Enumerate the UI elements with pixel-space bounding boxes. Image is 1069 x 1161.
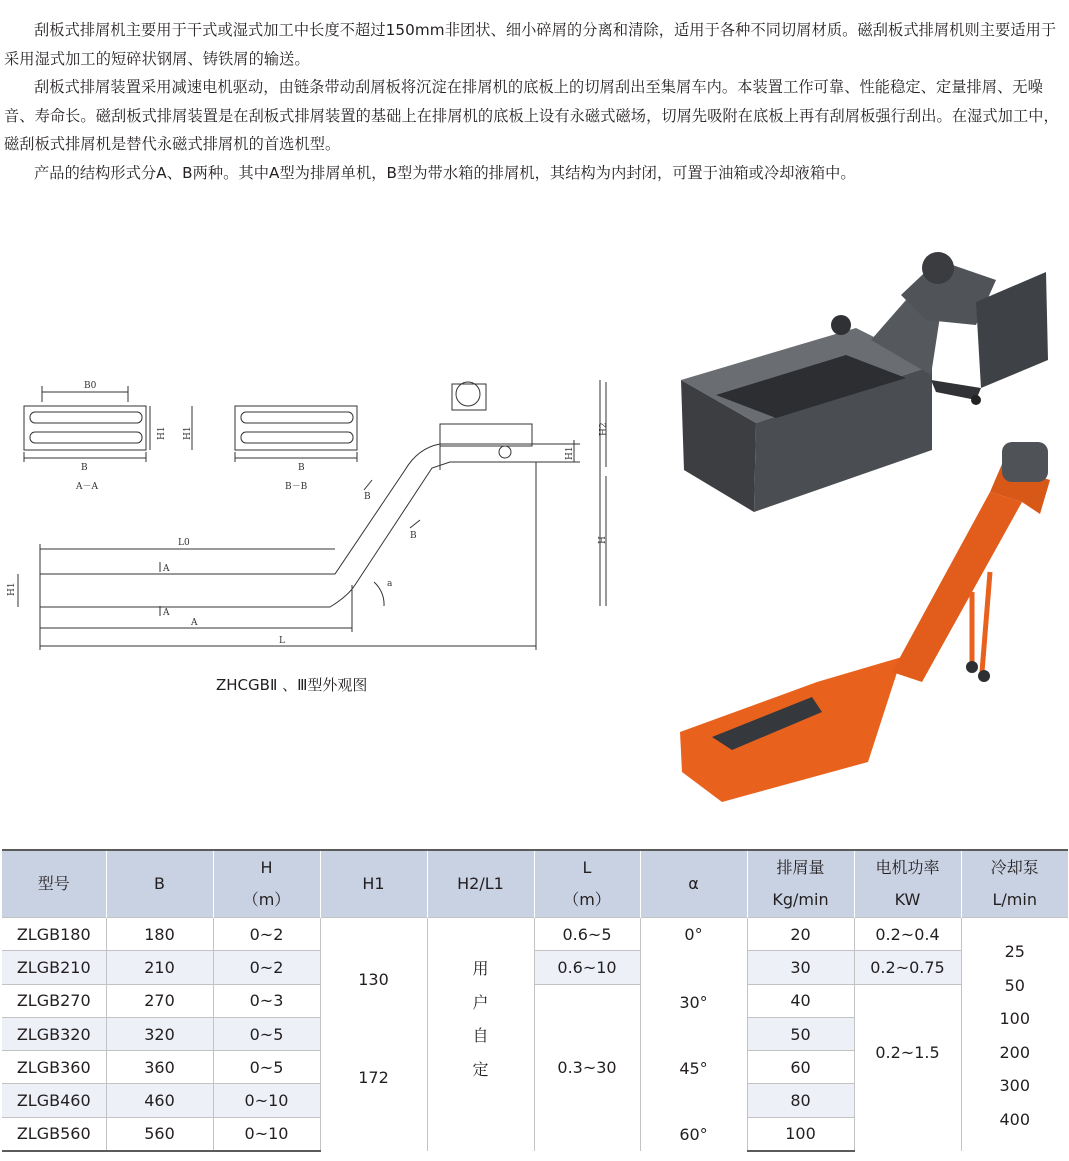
header-h1: H1 — [320, 850, 427, 918]
label-h1-bb: H1 — [183, 426, 193, 440]
intro-text — [4, 16, 1066, 187]
cell-alpha-a: 0° — [684, 925, 703, 944]
cell-rate: 20 — [747, 918, 854, 951]
drawing-caption: ZHCGBⅡ 、Ⅲ型外观图 — [216, 676, 368, 694]
cell-h2l1-merged — [427, 918, 534, 1152]
cell-rate: 100 — [747, 1117, 854, 1151]
cell-rate: 40 — [747, 984, 854, 1017]
table-row — [2, 984, 1068, 1017]
cell-rate: 80 — [747, 1084, 854, 1117]
cell-pump-3: 100 — [999, 1009, 1031, 1028]
cell-power-2: 0.2~0.75 — [854, 951, 961, 984]
spec-table — [2, 849, 1068, 1152]
label-l0: L0 — [178, 538, 190, 548]
label-h2: H2 — [599, 422, 609, 436]
section-aa — [24, 386, 150, 462]
label-section-a-top: A — [163, 564, 170, 574]
cell-h2l1-char-4: 定 — [472, 1059, 489, 1079]
header-h2l1: H2/L1 — [427, 850, 534, 918]
table-row — [2, 918, 1068, 951]
cell-b: 460 — [106, 1084, 213, 1117]
header-pump-top: 冷却泵 — [990, 858, 1039, 877]
orange-conveyor-photo — [672, 432, 1069, 802]
header-power-top: 电机功率 — [875, 858, 940, 877]
cell-h2l1-char-2: 户 — [472, 992, 489, 1012]
cell-b: 270 — [106, 984, 213, 1017]
label-h: H — [598, 536, 608, 544]
cell-model: ZLGB560 — [2, 1117, 106, 1151]
header-rate-top: 排屑量 — [776, 858, 825, 877]
label-h1-left: H1 — [7, 582, 17, 596]
header-power — [854, 850, 961, 918]
cell-pump-5: 300 — [999, 1076, 1031, 1095]
cell-l-2: 0.6~10 — [534, 951, 640, 984]
label-aa: A－A — [76, 482, 98, 492]
cell-model: ZLGB210 — [2, 951, 106, 984]
header-h-top: H — [260, 858, 273, 877]
cell-b: 560 — [106, 1117, 213, 1151]
conveyor-outline — [18, 380, 606, 650]
cell-b: 210 — [106, 951, 213, 984]
cell-pump-1: 25 — [1004, 942, 1025, 961]
header-h-bottom: （m） — [242, 890, 291, 909]
cell-h2l1-char-1: 用 — [472, 959, 489, 978]
cell-b: 180 — [106, 918, 213, 951]
section-bb — [192, 406, 357, 462]
label-bb: B－B — [285, 482, 308, 492]
cell-h1-merged — [320, 918, 427, 1152]
cell-rate: 60 — [747, 1051, 854, 1084]
cell-h: 0~3 — [213, 984, 320, 1017]
cell-model: ZLGB460 — [2, 1084, 106, 1117]
cell-pump-2: 50 — [1004, 975, 1025, 995]
label-b-bb: B — [298, 463, 305, 473]
cell-model: ZLGB360 — [2, 1051, 106, 1084]
header-pump — [961, 850, 1068, 918]
table-row — [2, 951, 1068, 984]
label-a: A — [191, 618, 198, 628]
cell-h: 0~10 — [213, 1084, 320, 1117]
intro-paragraph-1: 刮板式排屑机主要用于干式或湿式加工中长度不超过150mm非团状、细小碎屑的分离和清除，适用于各种不同切屑材质。磁刮板式排屑机则主要适用于采用湿式加工的短碎状钢屑、铸铁屑的输送。 — [4, 21, 1057, 68]
cell-h: 0~5 — [213, 1051, 320, 1084]
cell-model: ZLGB320 — [2, 1017, 106, 1050]
cell-b: 360 — [106, 1051, 213, 1084]
cell-h: 0~2 — [213, 951, 320, 984]
cell-model: ZLGB180 — [2, 918, 106, 951]
header-model: 型号 — [2, 850, 106, 918]
cell-power-1: 0.2~0.4 — [854, 918, 961, 951]
cell-rate: 30 — [747, 951, 854, 984]
cell-h1-b: 172 — [358, 1068, 389, 1087]
header-b: B — [106, 850, 213, 918]
cell-h2l1-char-3: 自 — [472, 1026, 489, 1045]
cell-h: 0~5 — [213, 1017, 320, 1050]
cell-rate: 50 — [747, 1017, 854, 1050]
label-b-aa: B — [81, 463, 88, 473]
cell-b: 320 — [106, 1017, 213, 1050]
cell-h: 0~2 — [213, 918, 320, 951]
cell-power-rest: 0.2~1.5 — [854, 984, 961, 1151]
cell-l-rest: 0.3~30 — [534, 984, 640, 1151]
header-power-bottom: KW — [894, 890, 921, 909]
cell-l-1: 0.6~5 — [534, 918, 640, 951]
label-section-b-1: B — [364, 492, 371, 502]
cell-pump-merged — [961, 918, 1068, 1152]
table-header — [2, 850, 1068, 918]
label-l: L — [279, 636, 285, 646]
cell-h: 0~10 — [213, 1117, 320, 1151]
cell-alpha-c: 45° — [679, 1059, 708, 1078]
header-rate — [747, 850, 854, 918]
label-section-a-bottom: A — [163, 608, 170, 618]
header-pump-bottom: L/min — [992, 890, 1037, 909]
intro-paragraph-2: 刮板式排屑装置采用减速电机驱动，由链条带动刮屑板将沉淀在排屑机的底板上的切屑刮出至集屑车内。本装置工作可靠、性能稳定、定量排屑、无噪音、寿命长。磁刮板式排屑装置是在刮板式排屑装置的基础上在排屑机的底板上设有永磁式磁场，切屑先吸附在底板上再有刮屑板强行刮出。在湿式加工中，磁刮板式排屑机是替代永磁式排屑机的首选机型。 — [4, 78, 1059, 153]
header-l — [534, 850, 640, 918]
cell-alpha-d: 60° — [679, 1125, 708, 1144]
header-l-bottom: （m） — [563, 890, 611, 909]
cell-alpha-b: 30° — [679, 993, 708, 1012]
technical-drawing — [0, 370, 640, 670]
cell-pump-6: 400 — [999, 1109, 1031, 1129]
cell-model: ZLGB270 — [2, 984, 106, 1017]
cell-alpha-merged — [640, 918, 747, 1152]
label-section-b-2: B — [410, 531, 417, 541]
header-h — [213, 850, 320, 918]
cell-h1-a: 130 — [358, 970, 389, 989]
header-rate-bottom: Kg/min — [772, 890, 829, 909]
intro-paragraph-3: 产品的结构形式分A、B两种。其中A型为排屑单机，B型为带水箱的排屑机，其结构为内封闭，可置于油箱或冷却液箱中。 — [34, 163, 856, 182]
cell-pump-4: 200 — [999, 1042, 1031, 1062]
label-h1-aa: H1 — [157, 426, 167, 440]
header-alpha: α — [640, 850, 747, 918]
header-l-top: L — [582, 858, 592, 877]
label-b0: B0 — [84, 381, 97, 391]
label-h1-head: H1 — [565, 446, 575, 460]
label-alpha: a — [387, 579, 393, 589]
